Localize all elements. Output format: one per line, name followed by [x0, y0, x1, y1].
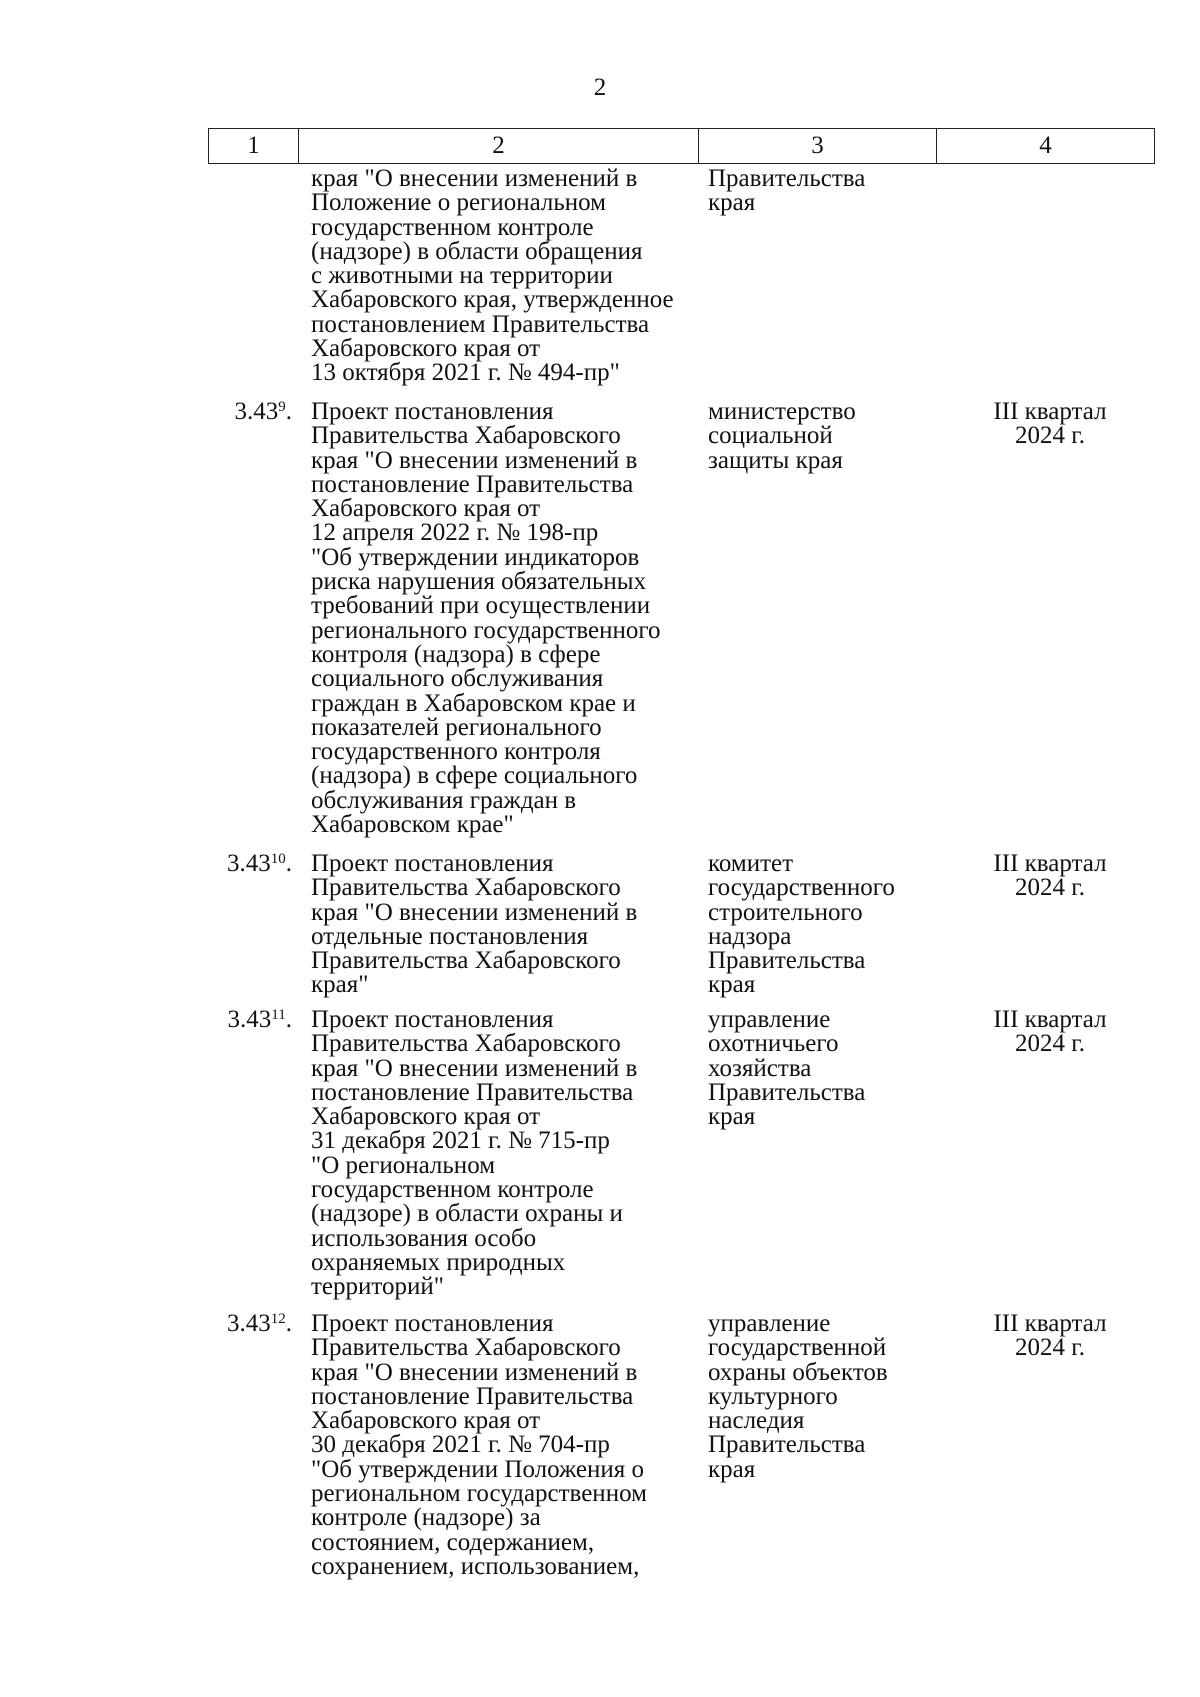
item-number-text: 3.43: [234, 398, 279, 425]
item-description-line: края "О внесении изменений в: [311, 1358, 638, 1386]
item-description-line: Хабаровском крае": [311, 811, 514, 839]
deadline-line: III квартал: [993, 850, 1107, 877]
column-header-table: [208, 128, 1155, 164]
responsible-organization-line: комитет: [708, 850, 794, 877]
item-description-line: постановлением Правительства: [311, 310, 650, 338]
item-number: 3.43$^{10}$.: [227, 850, 292, 877]
item-description-line: состоянием, содержанием,: [311, 1528, 595, 1556]
item-description-line: требований при осуществлении: [311, 592, 651, 620]
item-description: [311, 167, 711, 386]
item-description-line: 31 декабря 2021 г. № 715-пр: [311, 1127, 610, 1155]
column-header-2: 2: [299, 129, 699, 164]
responsible-organization-line: Правительства: [708, 947, 866, 975]
item-description: [311, 1008, 711, 1300]
item-number-superscript: 12: [270, 1311, 286, 1327]
item-description-line: территорий": [311, 1273, 444, 1301]
deadline-line: III квартал: [993, 1006, 1107, 1033]
column-header-row: [209, 129, 1155, 164]
item-description: [311, 400, 711, 837]
responsible-organization-line: государственной: [708, 1334, 887, 1362]
item-number: 3.43$^{11}$.: [227, 1006, 292, 1033]
item-description-line: Проект постановления: [311, 398, 554, 425]
responsible-organization-line: хозяйства: [708, 1054, 812, 1082]
item-description-line: социального обслуживания: [311, 665, 604, 693]
responsible-organization-line: надзора: [708, 922, 792, 950]
item-description-line: постановление Правительства: [311, 1382, 634, 1410]
item-description-line: Хабаровского края, утвержденное: [311, 286, 674, 314]
item-description-line: "Об утверждении Положения о: [311, 1455, 645, 1483]
item-description: [311, 852, 711, 998]
item-description-line: края": [311, 971, 369, 999]
item-description-line: показателей регионального: [311, 713, 602, 741]
item-description-line: "О региональном: [311, 1151, 496, 1179]
item-description-line: Правительства Хабаровского: [311, 1334, 621, 1362]
item-description-line: 13 октября 2021 г. № 494-пр": [311, 359, 620, 387]
responsible-organization-line: социальной: [708, 422, 833, 450]
item-description-line: края "О внесении изменений в: [311, 165, 638, 192]
item-description-line: (надзоре) в области обращения: [311, 237, 643, 265]
item-description-line: Правительства Хабаровского: [311, 1030, 621, 1058]
item-number: 3.43$^{12}$.: [227, 1310, 292, 1337]
item-description-line: использования особо: [311, 1224, 537, 1252]
item-description-line: региональном государственном: [311, 1480, 647, 1508]
item-description-line: Правительства Хабаровского: [311, 947, 621, 975]
item-description-line: (надзора) в сфере социального: [311, 762, 638, 790]
deadline: [950, 1312, 1150, 1361]
item-description-line: обслуживания граждан в: [311, 786, 577, 814]
item-description-line: регионального государственного: [311, 616, 661, 644]
deadline-line: 2024 г.: [1015, 1030, 1085, 1058]
item-number-superscript: 11: [271, 1007, 286, 1023]
item-description-line: государственном контроле: [311, 213, 594, 241]
responsible-organization-line: края: [708, 1103, 756, 1131]
deadline-line: 2024 г.: [1015, 874, 1085, 902]
column-header-4: 4: [937, 129, 1155, 164]
item-description-line: края "О внесении изменений в: [311, 898, 638, 926]
responsible-organization-line: защиты края: [708, 446, 843, 474]
item-description-line: граждан в Хабаровском крае и: [311, 689, 636, 717]
item-description-line: постановление Правительства: [311, 1078, 634, 1106]
responsible-organization-line: края: [708, 971, 756, 999]
deadline-line: III квартал: [993, 1310, 1107, 1337]
responsible-organization: [708, 1008, 938, 1129]
deadline: [950, 852, 1150, 901]
deadline: [950, 1008, 1150, 1057]
item-description-line: Проект постановления: [311, 1006, 554, 1033]
item-number-text: 3.43: [227, 1310, 271, 1337]
item-description-line: постановление Правительства: [311, 470, 634, 498]
item-description-line: 12 апреля 2022 г. № 198-пр: [311, 519, 599, 547]
item-description-line: края "О внесении изменений в: [311, 1054, 638, 1082]
item-number-text: 3.43: [227, 1006, 272, 1033]
item-description-line: Проект постановления: [311, 850, 554, 877]
item-description-line: отдельные постановления: [311, 922, 589, 950]
deadline-line: 2024 г.: [1015, 422, 1085, 450]
deadline-line: 2024 г.: [1015, 1334, 1085, 1362]
item-description-line: контроле (надзоре) за: [311, 1504, 541, 1532]
item-number: 3.43$^9$.: [234, 398, 292, 425]
deadline: [950, 400, 1150, 449]
item-description-line: Проект постановления: [311, 1310, 554, 1337]
responsible-organization-line: Правительства: [708, 1431, 866, 1459]
responsible-organization-line: министерство: [708, 398, 856, 425]
responsible-organization-line: охотничьего: [708, 1030, 839, 1058]
responsible-organization: [708, 167, 938, 216]
page-number: 2: [593, 74, 607, 101]
responsible-organization-line: охраны объектов: [708, 1358, 888, 1386]
item-description: [311, 1312, 711, 1579]
responsible-organization-line: наследия: [708, 1407, 805, 1435]
responsible-organization: [708, 1312, 938, 1482]
item-description-line: риска нарушения обязательных: [311, 568, 647, 596]
item-description-line: 30 декабря 2021 г. № 704-пр: [311, 1431, 610, 1459]
item-description-line: (надзоре) в области охраны и: [311, 1200, 623, 1228]
column-header-1: 1: [209, 129, 299, 164]
item-description-line: государственного контроля: [311, 738, 601, 766]
responsible-organization: [708, 852, 938, 998]
item-description-line: Положение о региональном: [311, 189, 606, 217]
item-description-line: Правительства Хабаровского: [311, 874, 621, 902]
item-description-line: Правительства Хабаровского: [311, 422, 621, 450]
item-description-line: Хабаровского края от: [311, 1407, 541, 1435]
item-description-line: с животными на территории: [311, 262, 613, 290]
responsible-organization-line: государственного: [708, 874, 895, 902]
responsible-organization-line: края: [708, 1455, 756, 1483]
item-number-superscript: 10: [270, 851, 286, 867]
responsible-organization-line: Правительства: [708, 165, 866, 192]
responsible-organization-line: края: [708, 189, 756, 217]
responsible-organization-line: управление: [708, 1310, 831, 1337]
responsible-organization: [708, 400, 938, 473]
item-description-line: Хабаровского края от: [311, 335, 541, 363]
item-description-line: Хабаровского края от: [311, 1103, 541, 1131]
column-header-3: 3: [699, 129, 937, 164]
item-description-line: края "О внесении изменений в: [311, 446, 638, 474]
item-number-text: 3.43: [227, 850, 271, 877]
item-description-line: "Об утверждении индикаторов: [311, 543, 640, 571]
deadline-line: III квартал: [993, 398, 1107, 425]
responsible-organization-line: культурного: [708, 1382, 838, 1410]
item-description-line: государственном контроле: [311, 1176, 594, 1204]
responsible-organization-line: строительного: [708, 898, 863, 926]
item-number-superscript: 9: [278, 399, 286, 415]
item-description-line: сохранением, использованием,: [311, 1552, 640, 1580]
item-description-line: охраняемых природных: [311, 1248, 566, 1276]
responsible-organization-line: Правительства: [708, 1078, 866, 1106]
item-description-line: контроля (надзора) в сфере: [311, 640, 601, 668]
item-description-line: Хабаровского края от: [311, 495, 541, 523]
responsible-organization-line: управление: [708, 1006, 831, 1033]
